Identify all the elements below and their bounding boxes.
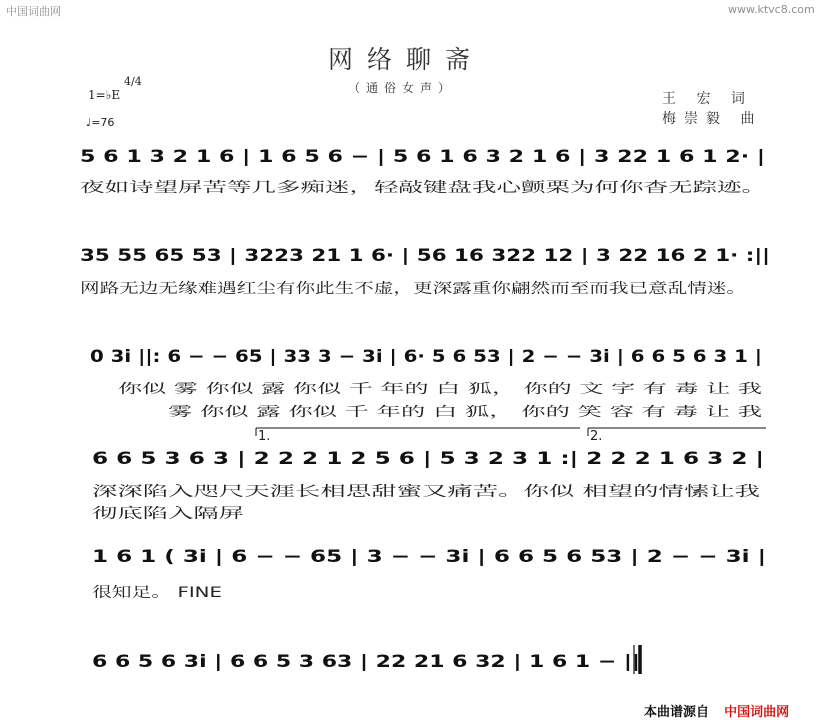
watermark-left: 中国词曲网 bbox=[6, 5, 61, 18]
source-label: 本曲谱源自 bbox=[644, 705, 710, 720]
lyrics-line-3a: 你似 雾 你似 露 你似 千 年的 白 狐， 你的 文 字 有 毒 让 我 bbox=[118, 382, 466, 397]
lyrics-line-5: 很知足。 FINE bbox=[92, 585, 222, 601]
lyrics-line-2: 网路无边无缘难遇红尘有你此生不虚，更深露重你翩然而至而我已意乱情迷。 bbox=[80, 281, 556, 297]
lyrics-line-3b: 雾 你似 露 你似 千 年的 白 狐， 你的 笑 容 有 毒 让 我 bbox=[168, 405, 486, 420]
lyrics-line-4b: 彻底陷入隔屏 bbox=[92, 506, 176, 522]
notation-line-3: 0 3i ||: 6 − − 65 | 33 3 − 3i | 6· 5 6 53 | 2 − − 3i | 6 6 5 6 3 1 | bbox=[90, 347, 762, 367]
volta-2-label: 2. bbox=[590, 429, 603, 444]
notation-line-2: 35 55 65 53 | 3223 21 1 6· | 56 16 322 12 | 3 22 16 2 1· :|| bbox=[80, 246, 770, 266]
watermark-right: www.ktvc8.com bbox=[728, 3, 815, 16]
composer-credit: 梅崇毅 曲 bbox=[662, 111, 763, 127]
lyricist-credit: 王 宏 词 bbox=[662, 91, 753, 107]
tempo-marking: ♩=76 bbox=[86, 116, 115, 129]
notation-line-1: 5 6 1 3 2 1 6 | 1 6 5 6 − | 5 6 1 6 3 2 1 6 | 3 22 1 6 1 2· | bbox=[80, 147, 765, 167]
notation-line-4: 6 6 5 3 6 3 | 2 2 2 1 2 5 6 | 5 3 2 3 1 :| 2 2 2 1 6 3 2 | bbox=[92, 449, 764, 469]
lyrics-line-1: 夜如诗望屏苦等几多痴迷，轻敲键盘我心颤栗为何你杳无踪迹。 bbox=[80, 180, 472, 196]
source-footer bbox=[644, 701, 789, 720]
time-signature: 4/4 bbox=[124, 75, 142, 88]
volta-1-label: 1. bbox=[258, 429, 271, 444]
notation-line-5: 1 6 1 ( 3i | 6 − − 65 | 3 − − 3i | 6 6 5 6 53 | 2 − − 3i | bbox=[92, 547, 766, 567]
source-site[interactable]: 中国词曲网 bbox=[724, 705, 790, 720]
notation-line-6: 6 6 5 6 3i | 6 6 5 3 63 | 22 21 6 32 | 1 6 1 − || bbox=[92, 652, 640, 672]
lyrics-line-4a: 深深陷入咫尺天涯长相思甜蜜又痛苦。你似 相望的情愫让我 bbox=[92, 484, 461, 500]
song-subtitle: （通俗女声） bbox=[348, 81, 457, 95]
song-title: 网络聊斋 bbox=[328, 45, 485, 74]
key-signature: 1=♭E bbox=[88, 88, 121, 102]
